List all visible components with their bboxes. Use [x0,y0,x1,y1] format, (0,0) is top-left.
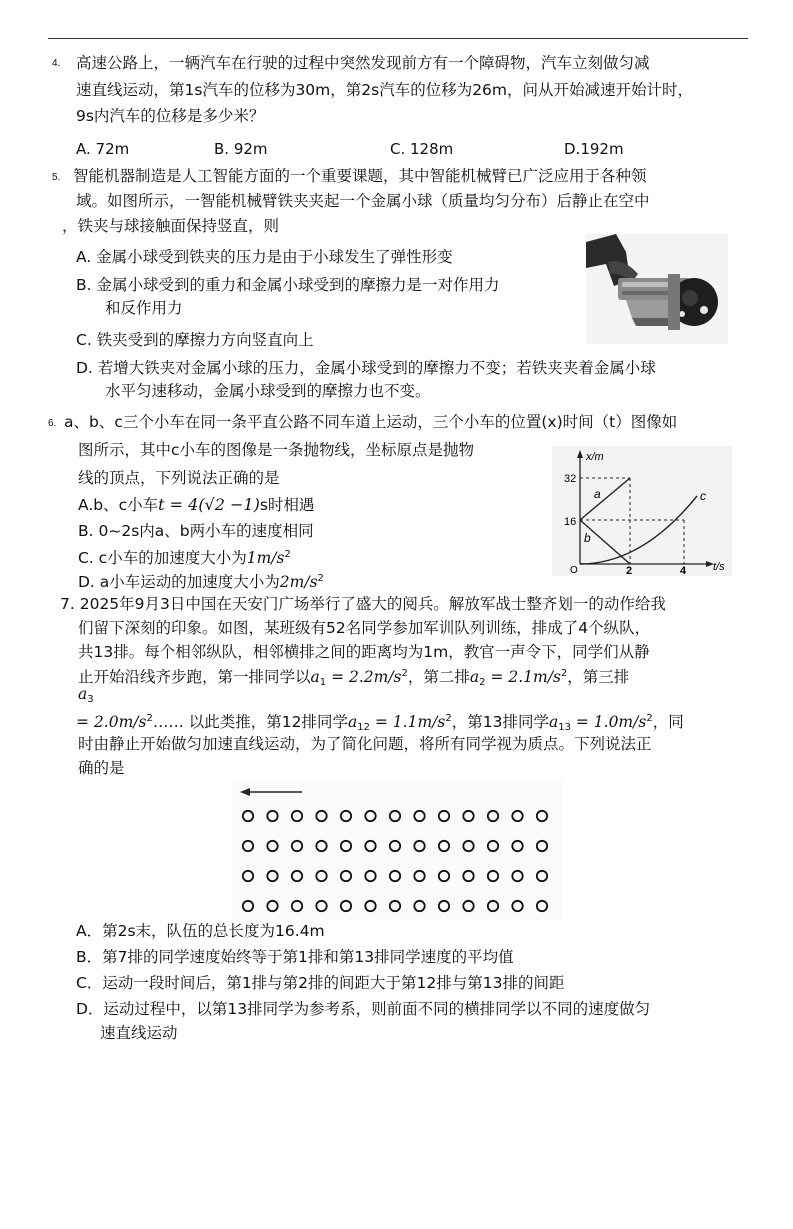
accel-exponent: 2 [146,713,153,724]
accel-exponent: 2 [646,713,653,724]
question-text-line: a、b、c三个小车在同一条平直公路不同车道上运动，三个小车的位置(x)时间（t）图像如 [64,413,678,431]
option-d [78,569,324,592]
accel-subscript: 12 [357,722,370,733]
option-d: D．运动过程中，以第13排同学为参考系，则前面不同的横排同学以不同的速度做匀 [76,1000,651,1018]
accel-value: = 1.0m/s [570,713,647,731]
question-number: 4. [52,58,61,69]
option-a-formula: t = 4(√2 −1) [158,495,260,514]
question-text-line: 们留下深刻的印象。如图，某班级有52名同学参加军训队列训练，排成了4个纵队， [78,619,651,637]
y-tick-label: 16 [564,516,577,528]
option-d-text: D. a小车运动的加速度大小为 [78,573,280,591]
option-a-text: A.b、c小车 [78,496,159,514]
accel-subscript: 13 [558,722,571,733]
question-text-line: 智能机器制造是人工智能方面的一个重要课题，其中智能机械臂已广泛应用于各种领 [73,167,647,185]
question-text-line: 确的是 [78,759,125,777]
option-d: D.192m [564,140,624,158]
option-a: A．第2s末，队伍的总长度为16.4m [76,922,325,940]
option-c-exponent: 2 [284,549,291,560]
accel-symbol: a [78,685,88,703]
accel-exponent: 2 [401,668,408,679]
accel-symbol: a [347,713,358,731]
option-c: C. 铁夹受到的摩擦力方向竖直向上 [76,331,314,349]
option-c-text: C. c小车的加速度大小为 [78,549,247,567]
accel-subscript: 2 [479,677,486,688]
option-d: D. 若增大铁夹对金属小球的压力，金属小球受到的摩擦力不变；若铁夹夹着金属小球 [76,359,656,377]
y-tick-label: 32 [564,473,577,485]
accel-subscript: 3 [87,694,94,705]
question-number: 5. [52,172,61,183]
x-tick-label: 4 [680,565,687,576]
option-b: B. 金属小球受到的重力和金属小球受到的摩擦力是一对作用力 [76,276,500,294]
option-a: A. 72m [76,140,130,158]
question-number: 6. [48,418,57,429]
text-span: ，第三排 [567,668,630,686]
option-c: C. 128m [390,140,454,158]
y-axis-label: x/m [586,451,604,463]
text-span: …… 以此类推，第12排同学 [152,713,348,731]
question-text-line: ，铁夹与球接触面保持竖直，则 [62,217,280,235]
x-tick-label: 2 [626,565,633,576]
xt-graph [552,446,732,576]
accel-value: = 2.2m/s [326,668,402,686]
series-label-c: c [700,489,706,503]
x-axis-label: t/s [713,561,725,573]
question-text-line: 速直线运动，第1s汽车的位移为30m，第2s汽车的位移为26m，问从开始减速开始计时， [76,81,694,99]
text-span: ，同 [652,713,684,731]
formation-figure [232,780,562,920]
option-c-formula: 1m/s [246,549,285,567]
question-text-line: 高速公路上，一辆汽车在行驶的过程中突然发现前方有一个障碍物，汽车立刻做匀减 [76,54,650,72]
text-span: ，第13排同学 [451,713,549,731]
accel-value: = 2.1m/s [485,668,561,686]
option-a [78,495,314,515]
question-text-line: 7. 2025年9月3日中国在天安门广场举行了盛大的阅兵。解放军战士整齐划一的动作给我 [60,595,666,613]
question-text-line: 9s内汽车的位移是多少米？ [76,107,265,125]
accel-exponent: 2 [445,713,452,724]
option-b: B．第7排的同学速度始终等于第1排和第13排同学速度的平均值 [76,948,514,966]
accel-subscript: 1 [319,677,327,688]
option-a: A. 金属小球受到铁夹的压力是由于小球发生了弹性形变 [76,248,453,266]
question-text-line: 域。如图所示，一智能机械臂铁夹夹起一个金属小球（质量均匀分布）后静止在空中 [76,192,650,210]
option-d-exponent: 2 [317,573,324,584]
option-c: C．运动一段时间后，第1排与第2排的间距大于第12排与第13排的间距 [76,974,565,992]
question-text-line [78,664,629,693]
series-label-a: a [594,487,601,501]
question-text-line [78,684,94,710]
accel-value: = 1.1m/s [369,713,446,731]
option-d-continued: 速直线运动 [100,1024,178,1042]
header-rule [48,38,748,39]
robot-arm-photo [586,234,728,344]
option-d-formula: 2m/s [279,573,318,591]
accel-symbol: a [469,668,480,686]
option-a-text-end: s时相遇 [259,496,315,514]
option-b: B. 0~2s内a、b两小车的速度相同 [78,522,314,540]
accel-symbol: a [548,713,559,731]
question-text-line: 线的顶点，下列说法正确的是 [78,469,280,487]
accel-value: = 2.0m/s [76,713,147,731]
series-label-b: b [584,531,591,545]
question-text-line: 共13排。每个相邻纵队，相邻横排之间的距离均为1m，教官一声令下，同学们从静 [78,643,650,661]
accel-symbol: a [310,668,320,686]
text-span: 止开始沿线齐步跑，第一排同学以 [78,668,311,686]
option-d-continued: 水平匀速移动，金属小球受到的摩擦力也不变。 [105,382,431,400]
option-b: B. 92m [214,140,268,158]
option-b-continued: 和反作用力 [105,299,183,317]
option-c [78,545,291,568]
question-text-line: 图所示，其中c小车的图像是一条抛物线，坐标原点是抛物 [78,441,475,459]
accel-exponent: 2 [560,668,568,679]
origin-label: O [570,565,578,576]
question-text-line: 时由静止开始做匀加速直线运动，为了简化问题，将所有同学视为质点。下列说法正 [78,735,652,753]
text-span: ，第二排 [407,668,470,686]
